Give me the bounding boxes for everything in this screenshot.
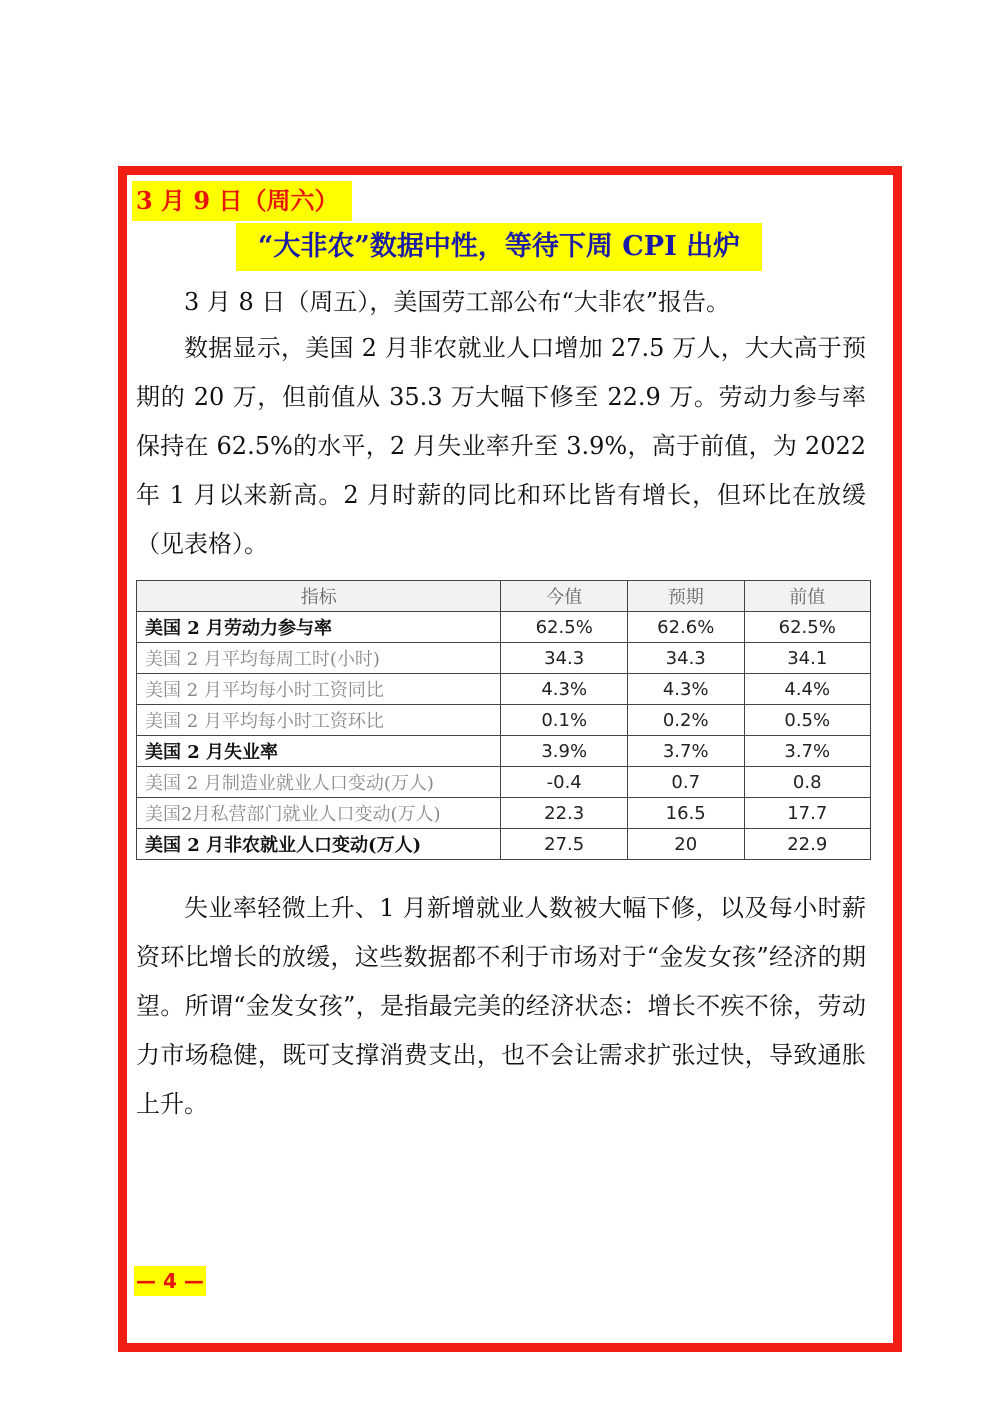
indicator-cell: 美国 2 月非农就业人口变动(万人) bbox=[137, 829, 501, 860]
table-row bbox=[137, 705, 871, 736]
now-cell: 4.3% bbox=[501, 674, 627, 705]
page-number: — 4 — bbox=[134, 1266, 206, 1296]
indicator-cell: 美国 2 月平均每小时工资同比 bbox=[137, 674, 501, 705]
previous-cell: 4.4% bbox=[744, 674, 871, 705]
now-cell: -0.4 bbox=[501, 767, 627, 798]
table-row bbox=[137, 736, 871, 767]
now-cell: 0.1% bbox=[501, 705, 627, 736]
header-now: 今值 bbox=[501, 581, 627, 612]
expected-cell: 16.5 bbox=[627, 798, 744, 829]
table-row bbox=[137, 612, 871, 643]
headline: “大非农”数据中性，等待下周 CPI 出炉 bbox=[236, 223, 762, 271]
previous-cell: 22.9 bbox=[744, 829, 871, 860]
indicator-cell: 美国 2 月失业率 bbox=[137, 736, 501, 767]
expected-cell: 4.3% bbox=[627, 674, 744, 705]
data-table bbox=[136, 580, 871, 860]
previous-cell: 34.1 bbox=[744, 643, 871, 674]
indicator-cell: 美国 2 月劳动力参与率 bbox=[137, 612, 501, 643]
header-previous: 前值 bbox=[744, 581, 871, 612]
now-cell: 22.3 bbox=[501, 798, 627, 829]
previous-cell: 62.5% bbox=[744, 612, 871, 643]
table-row bbox=[137, 767, 871, 798]
table-row bbox=[137, 829, 871, 860]
indicator-cell: 美国2月私营部门就业人口变动(万人) bbox=[137, 798, 501, 829]
paragraph-intro: 3 月 8 日（周五），美国劳工部公布“大非农”报告。 bbox=[184, 288, 730, 316]
previous-cell: 0.8 bbox=[744, 767, 871, 798]
expected-cell: 3.7% bbox=[627, 736, 744, 767]
indicator-cell: 美国 2 月平均每周工时(小时) bbox=[137, 643, 501, 674]
table-row bbox=[137, 674, 871, 705]
paragraph-analysis: 失业率轻微上升、1 月新增就业人数被大幅下修，以及每小时薪资环比增长的放缓，这些数据都不利于市场对于“金发女孩”经济的期望。所谓“金发女孩”，是指最完美的经济状态：增长不疾不徐，劳动力市场稳健，既可支撑消费支出，也不会让需求扩张过快，导致通胀上升。 bbox=[136, 894, 866, 1118]
table-row bbox=[137, 798, 871, 829]
paragraph-data: 数据显示，美国 2 月非农就业人口增加 27.5 万人，大大高于预期的 20 万，但前值从 35.3 万大幅下修至 22.9 万。劳动力参与率保持在 62.5%的水平，2 月失业率升至 3.9%，高于前值，为 2022 年 1 月以来新高。2 月时薪的同比和环比皆有增长，但环比在放缓（见表格）。 bbox=[136, 334, 866, 558]
table-header-row bbox=[137, 581, 871, 612]
header-expected: 预期 bbox=[627, 581, 744, 612]
now-cell: 27.5 bbox=[501, 829, 627, 860]
now-cell: 34.3 bbox=[501, 643, 627, 674]
indicator-cell: 美国 2 月制造业就业人口变动(万人) bbox=[137, 767, 501, 798]
header-indicator: 指标 bbox=[137, 581, 501, 612]
now-cell: 62.5% bbox=[501, 612, 627, 643]
expected-cell: 0.2% bbox=[627, 705, 744, 736]
expected-cell: 0.7 bbox=[627, 767, 744, 798]
expected-cell: 20 bbox=[627, 829, 744, 860]
expected-cell: 34.3 bbox=[627, 643, 744, 674]
previous-cell: 3.7% bbox=[744, 736, 871, 767]
now-cell: 3.9% bbox=[501, 736, 627, 767]
indicator-cell: 美国 2 月平均每小时工资环比 bbox=[137, 705, 501, 736]
date-tag: 3 月 9 日（周六） bbox=[132, 181, 352, 221]
previous-cell: 0.5% bbox=[744, 705, 871, 736]
previous-cell: 17.7 bbox=[744, 798, 871, 829]
expected-cell: 62.6% bbox=[627, 612, 744, 643]
table-row bbox=[137, 643, 871, 674]
table-body bbox=[137, 612, 871, 860]
